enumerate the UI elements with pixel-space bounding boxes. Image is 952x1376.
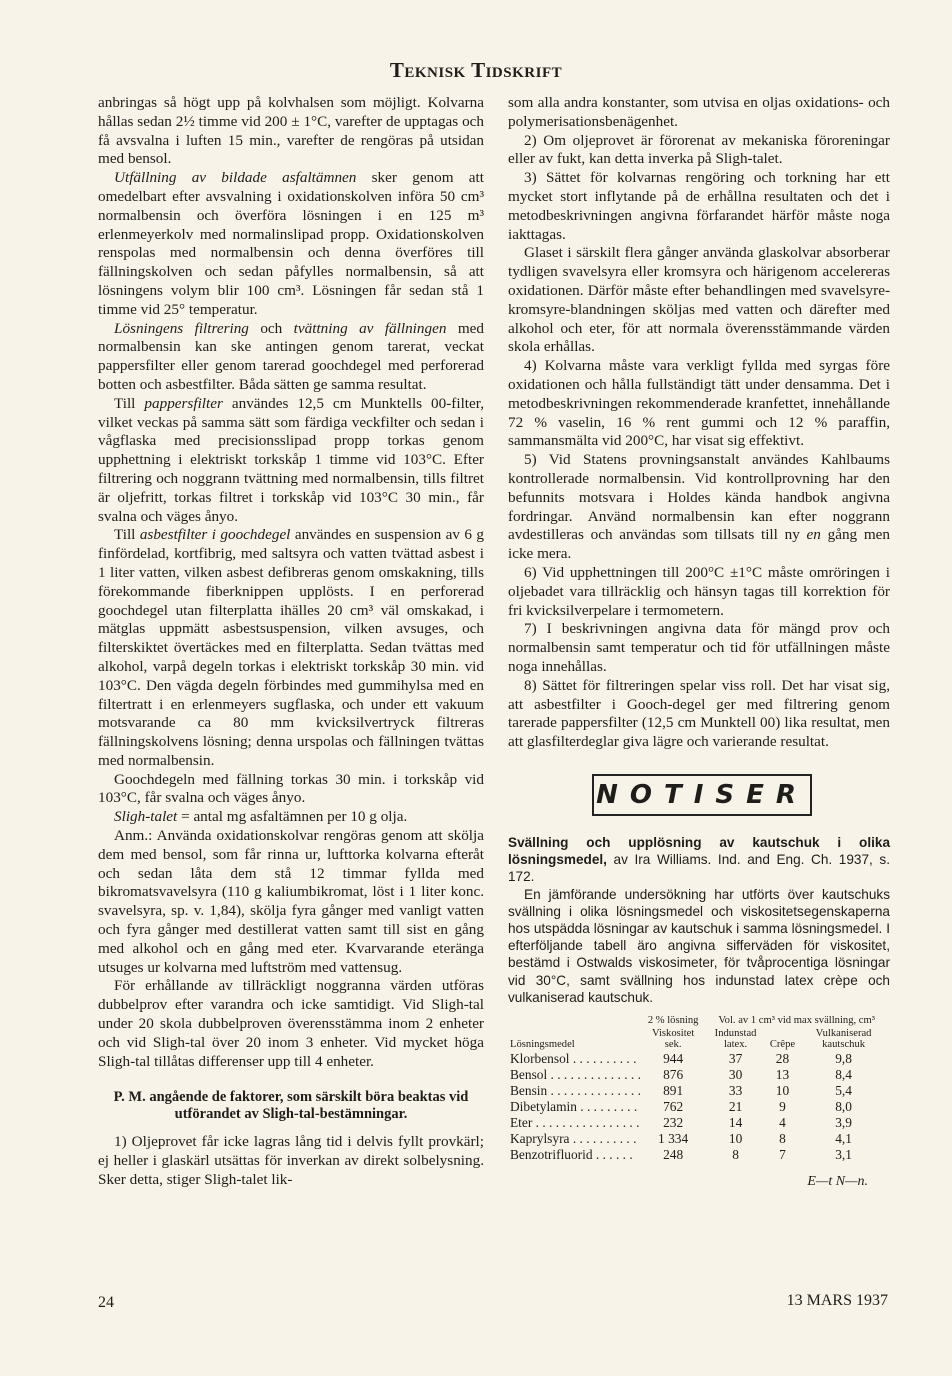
- issue-date: 13 MARS 1937: [786, 1292, 888, 1309]
- right-column: [508, 94, 890, 1192]
- cell-latex: 14: [728, 1114, 743, 1130]
- table-row: [508, 1083, 890, 1099]
- cell-vulcanized: 4,1: [835, 1130, 852, 1146]
- cell-latex: 37: [728, 1050, 743, 1066]
- table-row: [508, 1131, 890, 1147]
- paragraph-text: med normalbensin kan ske antingen genom tarerat, veckat pappersfilter eller genom tarerad goochdegel med perforerad botten och asbestfilter. Båda sätten ge samma resultat.: [98, 319, 485, 393]
- paragraph-text: Till: [114, 526, 140, 544]
- paragraph: [98, 320, 484, 395]
- lead-italic: pappersfilter: [144, 394, 223, 412]
- cell-viscosity: 944: [663, 1050, 684, 1066]
- paragraph-text: = antal mg asfaltämnen per 10 g olja.: [177, 808, 408, 826]
- paragraph: [98, 169, 484, 319]
- paragraph: [98, 395, 484, 527]
- notice-heading: [508, 834, 890, 886]
- notice-title: Svällning och upplösning av kautschuk i olika lösningsmedel,: [508, 834, 890, 868]
- cell-crepe: 9: [779, 1098, 786, 1114]
- lead-italic: tvättning av fällningen: [293, 319, 447, 337]
- notice-article: [508, 834, 890, 1006]
- notiser-banner: NOTISER: [592, 774, 812, 816]
- cell-solvent: Bensin . . . . . . . . . . . . . .: [510, 1082, 641, 1098]
- table-row: [508, 1147, 890, 1163]
- th-viscosity: Viskositet sek.: [651, 1027, 695, 1050]
- cell-viscosity: 232: [663, 1114, 684, 1130]
- paragraph-text: användes en suspension av 6 g finfördelad, kortfibrig, med saltsyra och vatten tvättad asbest i 1 liter vatten, vilken asbest defibreras genom omskakning, tills förekommande fiberknippen upplösts. I en perforerad goochdegel utan filterplatta ihälles 20 cm³ väl omskakad, i mätglas uppmätt asbestsuspension, vilken avsuges, och filterskiktet övertäckes med en filterplatta. Sedan tvättas med alkohol, varpå degeln torkas i elektriskt torkskåp 30 min. vid 103°C. Den vägda degeln förbindes med gummihylsa med en filtertratt i en erlenmeyers sugflaska, och under ett vakuum motsvarande ca 80 mm kvicksilvertryck filtreras fällningskolvens lösning; denna urspolas och fällningen tvättas med normalbensin.: [98, 526, 484, 769]
- paragraph: 2) Om oljeprovet är förorenat av mekaniska föroreningar eller av fukt, kan detta inverka på Sligh-talet.: [508, 131, 890, 168]
- cell-viscosity: 876: [663, 1066, 684, 1082]
- paragraph: Glaset i särskilt flera gånger använda glaskolvar absorberar tydligen svavelsyra eller kromsyra och härigenom accelereras oxidationen. Därför måste efter behandlingen med svavelsyre-kromsyre-blandningen sköljas med vatten och därefter med alkohol och eter, för att normala överensstämmande värden skola erhållas.: [508, 244, 890, 356]
- th-group-swelling: Vol. av 1 cm³ vid max svällning, cm³: [718, 1014, 875, 1026]
- paragraph-text: Till: [114, 394, 145, 412]
- cell-vulcanized: 8,4: [835, 1066, 852, 1082]
- th-solvent: Lösningsmedel: [510, 1038, 575, 1050]
- cell-vulcanized: 8,0: [835, 1098, 852, 1114]
- cell-crepe: 7: [779, 1146, 786, 1162]
- lead-italic: Sligh-talet: [114, 808, 178, 826]
- cell-solvent: Kaprylsyra . . . . . . . . . .: [510, 1130, 637, 1146]
- cell-crepe: 4: [779, 1114, 786, 1130]
- cell-vulcanized: 9,8: [835, 1050, 852, 1066]
- cell-viscosity: 762: [663, 1098, 684, 1114]
- th-group-solution: 2 % lösning: [647, 1014, 699, 1026]
- cell-crepe: 8: [779, 1130, 786, 1146]
- cell-vulcanized: 3,1: [835, 1146, 852, 1162]
- cell-latex: 10: [728, 1130, 743, 1146]
- cell-crepe: 28: [775, 1050, 790, 1066]
- paragraph-text: och: [248, 319, 294, 337]
- cell-latex: 8: [732, 1146, 739, 1162]
- table-row: [508, 1051, 890, 1067]
- paragraph-text: användes 12,5 cm Munktells 00-filter, vilket veckas på samma sätt som färdiga veckfilter och sedan i vågflaska med precisionsslipad propp torkas genom upphettning i elektriskt torkskåp 1 timme vid 103°C. Efter filtrering och noggrann tvättning med normalbensin, tills filtret är oljefritt, torkas filtret i torkskåp vid 103°C 30 min., får svalna och väges ånyo.: [98, 394, 485, 525]
- paragraph-text: sker genom att omedelbart efter avsvalning i oxidationskolven införa 50 cm³ normalbensin och överföra lösningen i en 125 m³ erlenmeyerkolv med normalinslipad propp. Oxidationskolven renspolas med normalbensin och denna överföres till fällningskolven och sedan påfylles normalbensin, så att lösningens volym blir 100 cm³. Lösningen får sedan stå 1 timme vid 25° temperatur.: [98, 169, 484, 318]
- cell-solvent: Dibetylamin . . . . . . . . .: [510, 1098, 638, 1114]
- cell-solvent: Bensol . . . . . . . . . . . . . .: [510, 1066, 641, 1082]
- page-number: 24: [98, 1294, 114, 1311]
- lead-italic: asbestfilter i goochdegel: [139, 526, 291, 544]
- paragraph-text: gång men icke mera.: [508, 526, 891, 563]
- paragraph: 3) Sättet för kolvarnas rengöring och torkning har ett mycket stort inflytande på de erhållna resultaten och det i metodbeskrivningen angivna förfarandet härför måste noga iakttagas.: [508, 169, 890, 243]
- cell-viscosity: 891: [663, 1082, 684, 1098]
- paragraph: 7) I beskrivningen angivna data för mängd prov och normalbensin samt temperatur och tid för utfällningen måste noga innehållas.: [508, 620, 890, 675]
- cell-latex: 30: [728, 1066, 743, 1082]
- paragraph: som alla andra konstanter, som utvisa en oljas oxidations- och polymerisationsbenägenhet.: [508, 94, 890, 130]
- section-heading: P. M. angående de faktorer, som särskilt böra beaktas vid utförandet av Sligh-tal-bestämningar.: [113, 1089, 469, 1123]
- cell-viscosity: 248: [663, 1146, 684, 1162]
- cell-solvent: Eter . . . . . . . . . . . . . . . .: [510, 1114, 640, 1130]
- cell-crepe: 10: [775, 1082, 790, 1098]
- th-latex: Indunstad latex.: [714, 1027, 757, 1050]
- paragraph: anbringas så högt upp på kolvhalsen som möjligt. Kolvarna hållas sedan 2½ timme vid 200 ± 1°C, varefter de upptagas och få avsvalna i luften 15 min., varefter de rengöras på utsidan med bensol.: [98, 94, 484, 168]
- cell-solvent: Benzotrifluorid . . . . . .: [510, 1146, 633, 1162]
- cell-viscosity: 1 334: [658, 1130, 689, 1146]
- left-column: [98, 94, 484, 1190]
- th-vulcanized: Vulkaniserad kautschuk: [815, 1027, 872, 1050]
- paragraph: Goochdegeln med fällning torkas 30 min. i torkskåp vid 103°C, får svalna och väges ånyo.: [98, 770, 484, 807]
- cell-latex: 33: [728, 1082, 743, 1098]
- paragraph: 4) Kolvarna måste vara verkligt fyllda med syrgas före oxidationen och hålla fullständigt tätt under densamma. Det i metodbeskrivningen rekommenderade kranfettet, innehållande 72 % vaselin, 16 % rent gummi och 12 % paraffin, sammansmälta vid 200°C, har visat sig effektivt.: [508, 357, 890, 450]
- notice-citation: av Ira Williams. Ind. and Eng. Ch. 1937, s. 172.: [508, 852, 890, 885]
- masthead: Teknisk Tidskrift: [389, 58, 563, 82]
- paragraph: 6) Vid upphettningen till 200°C ±1°C måste omröringen i oljebadet vara tillräcklig och hänsyn tagas till korrektion för fri kvicksilverpelare i termometern.: [508, 563, 890, 619]
- table-row: [508, 1067, 890, 1083]
- notice-body: En jämförande undersökning har utförts över kautschuks svällning i olika lösningsmedel och viskositetsegenskaperna hos utspädda lösningar av kautschuk i samma lösningsmedel. I efterföljande tabell äro angivna sifferväden för viskositet, bestämd i Ostwalds viskosimeter, för tvåprocentiga lösningar vid 30°C, samt svällning hos indunstad latex crèpe och vulkaniserad kautschuk.: [508, 886, 890, 1005]
- paragraph: För erhållande av tillräckligt noggranna värden utföras dubbelprov efter varandra och icke samtidigt. Vid Sligh-tal under 20 skola dubbelproven överensstämma inom 2 enheter och vid Sligh-tal över 20 inom 3 enheter. Vid mycket höga Sligh-tal tillåtas differenser upp till 4 enheter.: [98, 977, 484, 1070]
- paragraph-text: 5) Vid Statens provningsanstalt användes Kahlbaums kontrollerade normalbensin. Vid kontrollprovning har den befunnits motsvara i Holdes kända handbok angivna fordringar. Använd normalbensin kan efter noggrann avdestilleras och användas som tillsats till ny: [508, 451, 890, 544]
- paragraph: [98, 526, 484, 770]
- table-row: [508, 1115, 890, 1131]
- table-row: [508, 1099, 890, 1115]
- paragraph: [98, 808, 484, 827]
- paragraph: [508, 451, 890, 564]
- cell-vulcanized: 5,4: [835, 1082, 852, 1098]
- paragraph: 1) Oljeprovet får icke lagras lång tid i delvis fyllt provkärl; ej heller i glaskärl utsättas för inverkan av direkt solbelysning. Sker detta, stiger Sligh-talet lik-: [98, 1133, 484, 1189]
- cell-crepe: 13: [775, 1066, 790, 1082]
- paragraph: 8) Sättet för filtreringen spelar viss roll. Det har visat sig, att asbestfilter i Gooch-degel ger med filtrering genom tarerade pappersfilter (12,5 cm Munktell 00) lika resultat, men att glasfilterdeglar giva lägre och varierande resultat.: [508, 676, 890, 751]
- author-signature: E—t N—n.: [807, 1173, 868, 1189]
- th-crepe: Crêpe: [769, 1038, 796, 1050]
- cell-vulcanized: 3,9: [835, 1114, 852, 1130]
- paragraph: Anm.: Använda oxidationskolvar rengöras genom att skölja dem med bensol, som får rinna ur, lufttorka kolvarna efteråt och sedan låta dem stå 12 timmar fyllda med bikromatsvavelsyra (110 g kaliumbikromat, löst i 1 liter konc. svavelsyra, sp. v. 1,84), skölja fyra gånger med vanligt vatten och fyra gånger med destillerat vatten samt till sist en gång med alkohol och en gång med eter. Kvarvarande eteränga utsuges ur kolvarna med luftström med vattensug.: [98, 827, 484, 976]
- emphasis: en: [806, 526, 821, 544]
- lead-italic: Utfällning av bildade asfaltämnen: [114, 169, 357, 187]
- lead-italic: Lösningens filtrering: [114, 319, 249, 337]
- swelling-table: [508, 1014, 890, 1163]
- cell-latex: 21: [728, 1098, 743, 1114]
- cell-solvent: Klorbensol . . . . . . . . . .: [510, 1050, 637, 1066]
